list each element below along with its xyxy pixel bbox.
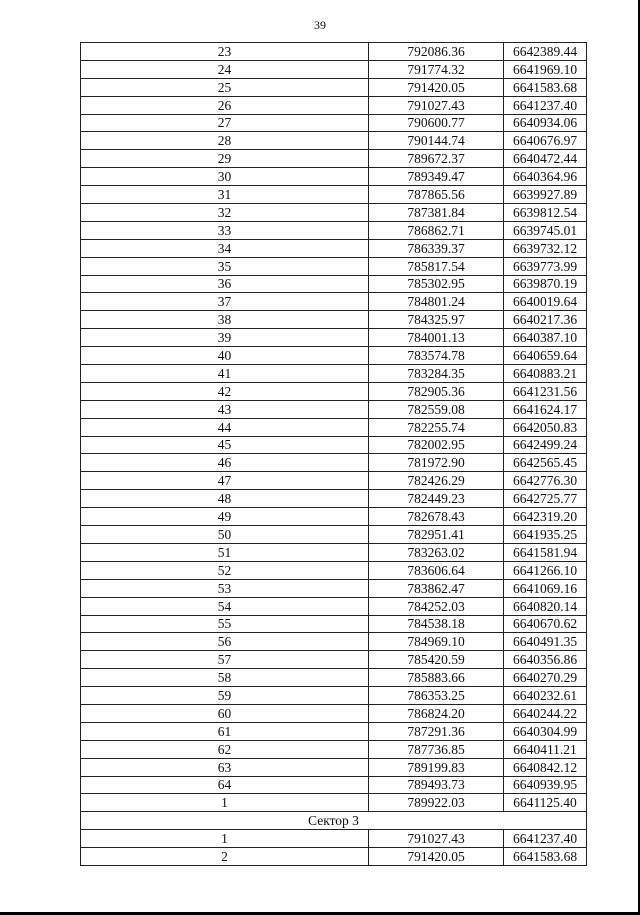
table-row [81, 830, 587, 848]
table-row [81, 418, 587, 436]
x-coordinate-cell: 787381.84 [369, 204, 504, 222]
table-row [81, 490, 587, 508]
x-coordinate-cell: 782002.95 [369, 436, 504, 454]
y-coordinate-cell: 6642565.45 [504, 454, 587, 472]
table-row [81, 204, 587, 222]
x-coordinate-cell: 783263.02 [369, 543, 504, 561]
table-row [81, 382, 587, 400]
y-coordinate-cell: 6640883.21 [504, 365, 587, 383]
x-coordinate-cell: 783862.47 [369, 579, 504, 597]
point-number-cell: 24 [81, 60, 369, 78]
x-coordinate-cell: 789199.83 [369, 758, 504, 776]
x-coordinate-cell: 789672.37 [369, 150, 504, 168]
table-row [81, 526, 587, 544]
table-row [81, 275, 587, 293]
x-coordinate-cell: 792086.36 [369, 43, 504, 61]
y-coordinate-cell: 6639812.54 [504, 204, 587, 222]
point-number-cell: 63 [81, 758, 369, 776]
x-coordinate-cell: 782449.23 [369, 490, 504, 508]
x-coordinate-cell: 789922.03 [369, 794, 504, 812]
point-number-cell: 33 [81, 221, 369, 239]
point-number-cell: 43 [81, 400, 369, 418]
sector-heading: Сектор 3 [81, 812, 587, 830]
y-coordinate-cell: 6640820.14 [504, 597, 587, 615]
x-coordinate-cell: 791420.05 [369, 78, 504, 96]
table-row [81, 687, 587, 705]
y-coordinate-cell: 6642389.44 [504, 43, 587, 61]
y-coordinate-cell: 6642050.83 [504, 418, 587, 436]
x-coordinate-cell: 784325.97 [369, 311, 504, 329]
table-row [81, 794, 587, 812]
x-coordinate-cell: 785420.59 [369, 651, 504, 669]
point-number-cell: 60 [81, 704, 369, 722]
y-coordinate-cell: 6641969.10 [504, 60, 587, 78]
y-coordinate-cell: 6640387.10 [504, 329, 587, 347]
y-coordinate-cell: 6640670.62 [504, 615, 587, 633]
x-coordinate-cell: 791420.05 [369, 848, 504, 866]
y-coordinate-cell: 6640472.44 [504, 150, 587, 168]
table-row [81, 221, 587, 239]
table-row [81, 365, 587, 383]
point-number-cell: 38 [81, 311, 369, 329]
y-coordinate-cell: 6641624.17 [504, 400, 587, 418]
table-row [81, 114, 587, 132]
y-coordinate-cell: 6640270.29 [504, 669, 587, 687]
table-row [81, 758, 587, 776]
point-number-cell: 51 [81, 543, 369, 561]
table-row [81, 561, 587, 579]
point-number-cell: 53 [81, 579, 369, 597]
point-number-cell: 26 [81, 96, 369, 114]
point-number-cell: 52 [81, 561, 369, 579]
y-coordinate-cell: 6640304.99 [504, 722, 587, 740]
point-number-cell: 27 [81, 114, 369, 132]
table-row [81, 776, 587, 794]
x-coordinate-cell: 782678.43 [369, 508, 504, 526]
table-row [81, 543, 587, 561]
y-coordinate-cell: 6640364.96 [504, 168, 587, 186]
y-coordinate-cell: 6639927.89 [504, 186, 587, 204]
x-coordinate-cell: 783284.35 [369, 365, 504, 383]
table-row [81, 472, 587, 490]
table-row [81, 508, 587, 526]
table-row [81, 293, 587, 311]
point-number-cell: 59 [81, 687, 369, 705]
y-coordinate-cell: 6639773.99 [504, 257, 587, 275]
y-coordinate-cell: 6642499.24 [504, 436, 587, 454]
table-row [81, 150, 587, 168]
point-number-cell: 25 [81, 78, 369, 96]
y-coordinate-cell: 6641583.68 [504, 78, 587, 96]
y-coordinate-cell: 6640676.97 [504, 132, 587, 150]
y-coordinate-cell: 6642725.77 [504, 490, 587, 508]
point-number-cell: 58 [81, 669, 369, 687]
x-coordinate-cell: 785817.54 [369, 257, 504, 275]
y-coordinate-cell: 6640411.21 [504, 740, 587, 758]
table-row [81, 311, 587, 329]
x-coordinate-cell: 782905.36 [369, 382, 504, 400]
x-coordinate-cell: 784252.03 [369, 597, 504, 615]
x-coordinate-cell: 787865.56 [369, 186, 504, 204]
table-row [81, 848, 587, 866]
y-coordinate-cell: 6640019.64 [504, 293, 587, 311]
point-number-cell: 64 [81, 776, 369, 794]
x-coordinate-cell: 790144.74 [369, 132, 504, 150]
point-number-cell: 48 [81, 490, 369, 508]
y-coordinate-cell: 6640939.95 [504, 776, 587, 794]
table-row [81, 78, 587, 96]
x-coordinate-cell: 790600.77 [369, 114, 504, 132]
point-number-cell: 44 [81, 418, 369, 436]
y-coordinate-cell: 6639732.12 [504, 239, 587, 257]
y-coordinate-cell: 6640217.36 [504, 311, 587, 329]
x-coordinate-cell: 791027.43 [369, 96, 504, 114]
point-number-cell: 54 [81, 597, 369, 615]
table-row [81, 168, 587, 186]
table-row [81, 454, 587, 472]
x-coordinate-cell: 789493.73 [369, 776, 504, 794]
y-coordinate-cell: 6641266.10 [504, 561, 587, 579]
point-number-cell: 1 [81, 794, 369, 812]
x-coordinate-cell: 782951.41 [369, 526, 504, 544]
y-coordinate-cell: 6641125.40 [504, 794, 587, 812]
point-number-cell: 32 [81, 204, 369, 222]
coordinates-table-body [81, 43, 587, 866]
x-coordinate-cell: 786824.20 [369, 704, 504, 722]
point-number-cell: 37 [81, 293, 369, 311]
y-coordinate-cell: 6639745.01 [504, 221, 587, 239]
x-coordinate-cell: 785302.95 [369, 275, 504, 293]
x-coordinate-cell: 789349.47 [369, 168, 504, 186]
x-coordinate-cell: 791027.43 [369, 830, 504, 848]
y-coordinate-cell: 6640491.35 [504, 633, 587, 651]
x-coordinate-cell: 786339.37 [369, 239, 504, 257]
x-coordinate-cell: 784801.24 [369, 293, 504, 311]
x-coordinate-cell: 791774.32 [369, 60, 504, 78]
x-coordinate-cell: 783574.78 [369, 347, 504, 365]
y-coordinate-cell: 6641237.40 [504, 830, 587, 848]
y-coordinate-cell: 6640244.22 [504, 704, 587, 722]
table-row [81, 651, 587, 669]
x-coordinate-cell: 784969.10 [369, 633, 504, 651]
y-coordinate-cell: 6641581.94 [504, 543, 587, 561]
table-row [81, 615, 587, 633]
table-row [81, 347, 587, 365]
y-coordinate-cell: 6641237.40 [504, 96, 587, 114]
table-row [81, 669, 587, 687]
point-number-cell: 31 [81, 186, 369, 204]
y-coordinate-cell: 6642319.20 [504, 508, 587, 526]
x-coordinate-cell: 781972.90 [369, 454, 504, 472]
point-number-cell: 56 [81, 633, 369, 651]
x-coordinate-cell: 783606.64 [369, 561, 504, 579]
y-coordinate-cell: 6640842.12 [504, 758, 587, 776]
sector-heading-row [81, 812, 587, 830]
y-coordinate-cell: 6641583.68 [504, 848, 587, 866]
x-coordinate-cell: 787291.36 [369, 722, 504, 740]
table-row [81, 43, 587, 61]
y-coordinate-cell: 6641231.56 [504, 382, 587, 400]
table-row [81, 96, 587, 114]
y-coordinate-cell: 6640934.06 [504, 114, 587, 132]
page-number: 39 [314, 18, 326, 32]
table-row [81, 132, 587, 150]
x-coordinate-cell: 782426.29 [369, 472, 504, 490]
point-number-cell: 35 [81, 257, 369, 275]
table-row [81, 633, 587, 651]
table-row [81, 257, 587, 275]
table-row [81, 239, 587, 257]
table-row [81, 436, 587, 454]
table-row [81, 579, 587, 597]
x-coordinate-cell: 782559.08 [369, 400, 504, 418]
point-number-cell: 46 [81, 454, 369, 472]
y-coordinate-cell: 6641935.25 [504, 526, 587, 544]
y-coordinate-cell: 6641069.16 [504, 579, 587, 597]
point-number-cell: 62 [81, 740, 369, 758]
table-row [81, 186, 587, 204]
x-coordinate-cell: 785883.66 [369, 669, 504, 687]
point-number-cell: 28 [81, 132, 369, 150]
point-number-cell: 45 [81, 436, 369, 454]
y-coordinate-cell: 6640659.64 [504, 347, 587, 365]
point-number-cell: 50 [81, 526, 369, 544]
y-coordinate-cell: 6640356.86 [504, 651, 587, 669]
y-coordinate-cell: 6640232.61 [504, 687, 587, 705]
point-number-cell: 30 [81, 168, 369, 186]
point-number-cell: 34 [81, 239, 369, 257]
point-number-cell: 41 [81, 365, 369, 383]
table-row [81, 722, 587, 740]
point-number-cell: 1 [81, 830, 369, 848]
coordinates-table [80, 42, 587, 866]
x-coordinate-cell: 782255.74 [369, 418, 504, 436]
x-coordinate-cell: 787736.85 [369, 740, 504, 758]
point-number-cell: 29 [81, 150, 369, 168]
point-number-cell: 2 [81, 848, 369, 866]
point-number-cell: 57 [81, 651, 369, 669]
x-coordinate-cell: 786862.71 [369, 221, 504, 239]
point-number-cell: 40 [81, 347, 369, 365]
point-number-cell: 61 [81, 722, 369, 740]
table-row [81, 704, 587, 722]
x-coordinate-cell: 784538.18 [369, 615, 504, 633]
point-number-cell: 47 [81, 472, 369, 490]
table-row [81, 60, 587, 78]
table-row [81, 597, 587, 615]
point-number-cell: 23 [81, 43, 369, 61]
table-row [81, 329, 587, 347]
x-coordinate-cell: 784001.13 [369, 329, 504, 347]
y-coordinate-cell: 6639870.19 [504, 275, 587, 293]
point-number-cell: 55 [81, 615, 369, 633]
point-number-cell: 36 [81, 275, 369, 293]
point-number-cell: 39 [81, 329, 369, 347]
point-number-cell: 49 [81, 508, 369, 526]
point-number-cell: 42 [81, 382, 369, 400]
x-coordinate-cell: 786353.25 [369, 687, 504, 705]
table-row [81, 400, 587, 418]
table-row [81, 740, 587, 758]
y-coordinate-cell: 6642776.30 [504, 472, 587, 490]
